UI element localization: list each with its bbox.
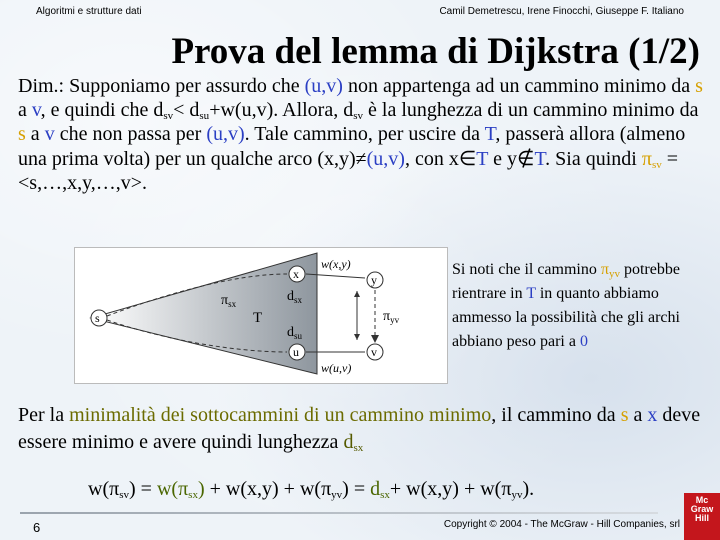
edge-uv: (u,v)	[366, 147, 405, 170]
element-of-symbol: ∈	[458, 147, 477, 170]
set-T: T	[484, 123, 496, 146]
subscript-sv: sv	[651, 158, 662, 171]
proof-text-1: Dim.: Supponiamo per assurdo che	[18, 75, 305, 97]
eq-part-4: ) =	[342, 478, 371, 500]
pi-symbol: π	[501, 478, 512, 500]
eq-part-1: ) =	[129, 478, 157, 500]
proof-text-7: che non passa per	[54, 123, 207, 146]
subscript-sx: sx	[188, 489, 198, 501]
proof-text-8: . Tale cammino, per uscire da	[244, 123, 485, 146]
d-su-label: $d_{su}$	[287, 325, 303, 341]
edge-uv: (u,v)	[206, 123, 245, 146]
header-course-title: Algoritmi e strutture dati	[36, 6, 142, 17]
footer-divider	[20, 512, 658, 514]
not-element-of-symbol: ∉	[517, 147, 535, 170]
page-number: 6	[33, 520, 41, 535]
eq-part-5: + w(x,y) + w(	[389, 478, 502, 500]
header-authors: Camil Demetrescu, Irene Finocchi, Giuseppe F. Italiano	[439, 6, 684, 17]
node-s: s	[620, 404, 629, 426]
subscript-sv: sv	[119, 489, 129, 501]
set-T: T	[534, 147, 546, 170]
note-text-3: in quanto abbiamo ammesso la possibilità che gli archi abbiano peso pari a	[452, 285, 680, 350]
minimality-paragraph	[18, 402, 710, 456]
subscript-yv: yv	[511, 489, 523, 501]
para2-text-a: a	[628, 404, 648, 426]
pi-symbol: π	[178, 478, 189, 500]
weight-equation	[88, 478, 534, 501]
eq-w2: w(	[156, 478, 179, 500]
node-s: s	[695, 75, 703, 97]
proof-text-3: , e quindi che d	[40, 99, 164, 122]
note-text-1: Si noti che il cammino	[452, 261, 601, 278]
slide-title: Prova del lemma di Dijkstra (1/2)	[171, 31, 700, 72]
proof-text-4: < d	[173, 99, 200, 122]
subscript-yv: yv	[608, 268, 620, 280]
proof-text-12: . Sia quindi	[545, 147, 642, 170]
arrow-up-icon	[354, 291, 360, 297]
proof-text-6: è la lunghezza di un cammino minimo da	[363, 99, 699, 122]
node-s: s	[18, 123, 26, 146]
set-T: T	[476, 147, 489, 170]
para2-text-1: Per la	[18, 404, 70, 426]
note-text-2: potrebbe rientrare in	[452, 261, 680, 302]
proof-paragraph	[18, 74, 708, 195]
eq-w1: w(	[88, 478, 110, 500]
path-diagram	[74, 247, 448, 384]
pi-sx-label: $\pi_{sx}$	[221, 293, 237, 309]
proof-text-2: non appartenga ad un cammino minimo da	[342, 75, 696, 97]
para2-text-3: deve essere minimo e avere quindi lunghezza	[18, 404, 701, 453]
edge-uv: (u,v)	[304, 75, 343, 97]
subscript-sv: sv	[353, 110, 364, 123]
weight-uv-label: w(u,v)	[321, 361, 352, 375]
weight-xy-label: w(x,y)	[321, 257, 351, 271]
proof-text-11: e y	[488, 147, 518, 170]
subscript-sv: sv	[163, 110, 174, 123]
node-s-label: s	[95, 311, 100, 325]
set-T-region	[91, 253, 317, 374]
copyright-notice: Copyright © 2004 - The McGraw - Hill Companies, srl	[443, 519, 680, 530]
set-T: T	[526, 285, 536, 302]
pi-symbol: π	[641, 147, 652, 170]
publisher-logo: Mc Graw Hill	[684, 493, 720, 540]
set-T-label: T	[253, 310, 263, 326]
eq-part-2: )	[197, 478, 205, 500]
subscript-su: su	[199, 110, 210, 123]
zero-value: 0	[579, 333, 588, 350]
node-x-label: x	[293, 267, 299, 281]
pi-symbol: π	[109, 478, 120, 500]
pi-symbol: π	[600, 261, 609, 278]
proof-text-9: , passerà allora (almeno una prima volta) per un qualche arco (x,y)	[18, 123, 686, 170]
pi-yv-label: $\pi_{yv}$	[383, 309, 400, 325]
side-note	[452, 258, 702, 354]
path-diagram-svg	[75, 248, 447, 383]
proof-text-5: +w(u,v). Allora, d	[209, 99, 354, 122]
eq-part-6: ).	[522, 478, 535, 500]
d-symbol: d	[343, 431, 354, 453]
node-y-label: y	[371, 273, 377, 287]
subscript-yv: yv	[331, 489, 343, 501]
proof-text-a: a	[25, 123, 45, 146]
d-symbol: d	[370, 478, 381, 500]
para2-text-2: , il cammino da	[491, 404, 621, 426]
pi-symbol: π	[321, 478, 332, 500]
arrow-down-icon	[354, 334, 360, 340]
node-v-label: v	[371, 345, 377, 359]
subscript-sx: sx	[353, 442, 364, 454]
node-x: x	[647, 404, 658, 426]
proof-text-10: , con x	[404, 147, 459, 170]
d-sx-label: $d_{sx}$	[287, 289, 303, 305]
proof-text-a: a	[18, 99, 32, 122]
minimality-phrase: minimalità dei sottocammini di un cammino minimo	[69, 404, 492, 426]
node-u-label: u	[293, 345, 299, 359]
subscript-sx: sx	[380, 489, 390, 501]
node-v: v	[44, 123, 55, 146]
arrow-head-icon	[371, 335, 379, 343]
not-equal-symbol: ≠	[355, 147, 367, 170]
node-v: v	[31, 99, 41, 122]
eq-part-3: + w(x,y) + w(	[204, 478, 322, 500]
proof-text-13: = <s,…,x,y,…,v>.	[18, 147, 679, 194]
